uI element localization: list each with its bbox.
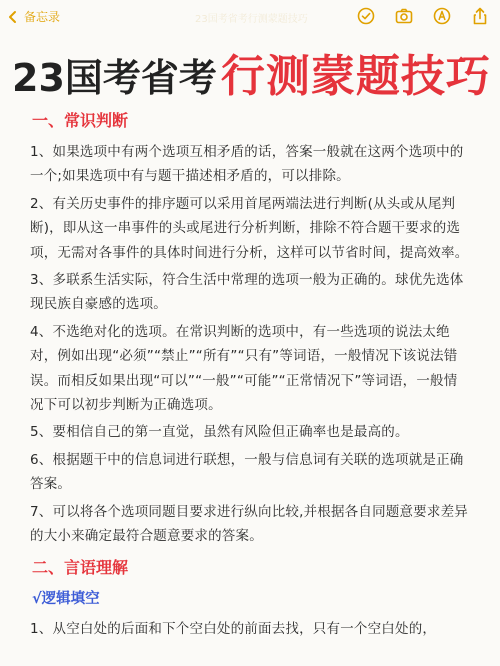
list-item: 5、要相信自己的第一直觉，虽然有风险但正确率也是最高的。 [30, 424, 409, 441]
title-part-red: 行测蒙题技巧 [220, 51, 491, 102]
page-title [12, 40, 491, 102]
faded-title: 23国考省考行测蒙题技巧 [195, 14, 308, 25]
camera-icon[interactable] [394, 6, 414, 26]
checklist-icon[interactable] [356, 6, 376, 26]
back-button[interactable] [6, 8, 60, 25]
section-heading-verbal: 二、言语理解 [32, 557, 129, 577]
markup-pen-icon[interactable] [432, 6, 452, 26]
list-item: 1、从空白处的后面和下个空白处的前面去找，只有一个空白处的， [30, 620, 437, 637]
back-label: 备忘录 [24, 10, 61, 24]
title-part-black: 23国考省考 [12, 56, 217, 100]
list-item: 1、如果选项中有两个选项互相矛盾的话，答案一般就在这两个选项中的一个;如果选项中有与题干描述相矛盾的，可以排除。 [30, 144, 464, 185]
list-item: 4、不选绝对化的选项。在常识判断的选项中，有一些选项的说法太绝对，例如出现“必须”“禁止”“所有”“只有”等词语，一般情况下该说法错误。而相反如果出现“可以”“一般”“可能”“正常情况下”等词语，一般情况下可以初步判断为正确选项。 [30, 323, 458, 414]
list-item: 7、可以将各个选项同题目要求进行纵向比较,并根据各自同题意要求差异的大小来确定最符合题意要求的答案。 [30, 503, 468, 545]
list-item: 6、根据题干中的信息词进行联想，一般与信息词有关联的选项就是正确答案。 [30, 451, 464, 493]
subheading-logic-fill: √逻辑填空 [32, 590, 100, 607]
top-toolbar [0, 0, 500, 34]
section-heading-common-sense: 一、常识判断 [32, 111, 129, 130]
list-item: 3、多联系生活实际，符合生活中常理的选项一般为正确的。球优先选体现民族自豪感的选项。 [30, 272, 464, 313]
note-body[interactable] [30, 108, 470, 644]
list-item: 2、有关历史事件的排序题可以采用首尾两端法进行判断(从头或从尾判断)，即从这一串事件的头或尾进行分析判断，排除不符合题干要求的选项，无需对各事件的具体时间进行分析，这样可以节省时间，提高效率。 [30, 195, 469, 261]
toolbar-icons [356, 6, 490, 26]
chevron-left-icon [6, 10, 20, 24]
share-icon[interactable] [470, 6, 490, 26]
